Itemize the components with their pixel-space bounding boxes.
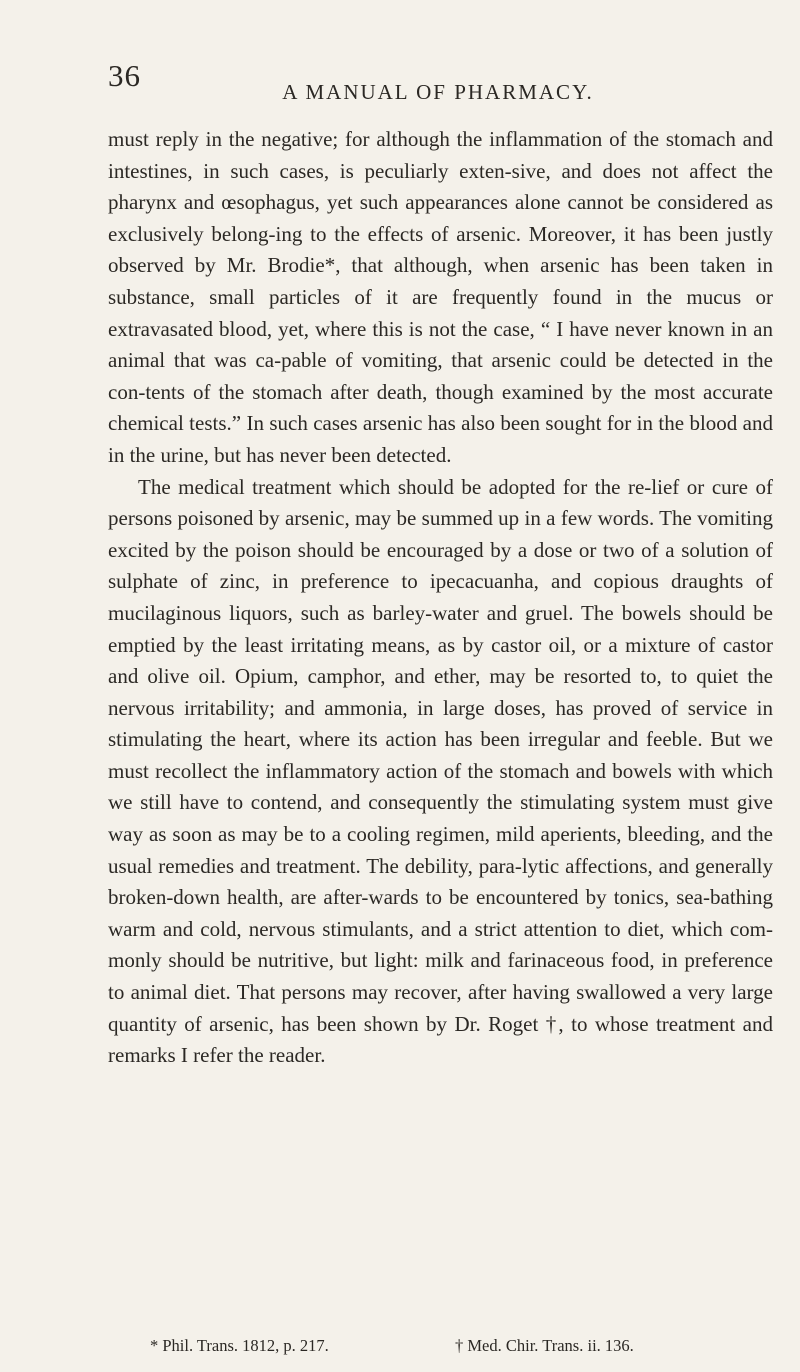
footnote-2: † Med. Chir. Trans. ii. 136. bbox=[455, 1336, 634, 1355]
footnote-1: * Phil. Trans. 1812, p. 217. bbox=[150, 1336, 329, 1355]
running-title: A MANUAL OF PHARMACY. bbox=[282, 80, 594, 104]
page-number: 36 bbox=[108, 58, 141, 93]
paragraph-1: must reply in the negative; for although the inflammation of the stomach and intestines, in such cases, is peculiarly exten-sive, and does not affect the pharynx and œsophagus, yet such appearances alone cannot be considered as exclusively belong-ing to the effects of arsenic. Moreover, it has been justly observed by Mr. Brodie*, that although, when arsenic has been taken in substance, small particles of it are frequently found in the mucus or extravasated blood, yet, where this is not the case, “ I have never known in an animal that was ca-pable of vomiting, that arsenic could be detected in the con-tents of the stomach after death, though examined by the most accurate chemical tests.” In such cases arsenic has also been sought for in the blood and in the urine, but has never been detected. bbox=[108, 127, 773, 467]
paragraph-2: The medical treatment which should be adopted for the re-lief or cure of persons poisoned by arsenic, may be summed up in a few words. The vomiting excited by the poison should be encouraged by a dose or two of a solution of sulphate of zinc, in preference to ipecacuanha, and copious draughts of mucilaginous liquors, such as barley-water and gruel. The bowels should be emptied by the least irritating means, as by castor oil, or a mixture of castor and olive oil. Opium, camphor, and ether, may be resorted to, to quiet the nervous irritability; and ammonia, in large doses, has proved of service in stimulating the heart, where its action has been irregular and feeble. But we must recollect the inflammatory action of the stomach and bowels with which we still have to contend, and consequently the stimulating system must give way as soon as may be to a cooling regimen, mild aperients, bleeding, and the usual remedies and treatment. The debility, para-lytic affections, and generally broken-down health, are after-wards to be encountered by tonics, sea-bathing warm and cold, nervous stimulants, and a strict attention to diet, which com-monly should be nutritive, but light: milk and farinaceous food, in preference to animal diet. That persons may recover, after having swallowed a very large quantity of arsenic, has been shown by Dr. Roget †, to whose treatment and remarks I refer the reader. bbox=[108, 474, 773, 1068]
page-header bbox=[108, 58, 768, 108]
body-text bbox=[108, 124, 773, 1072]
